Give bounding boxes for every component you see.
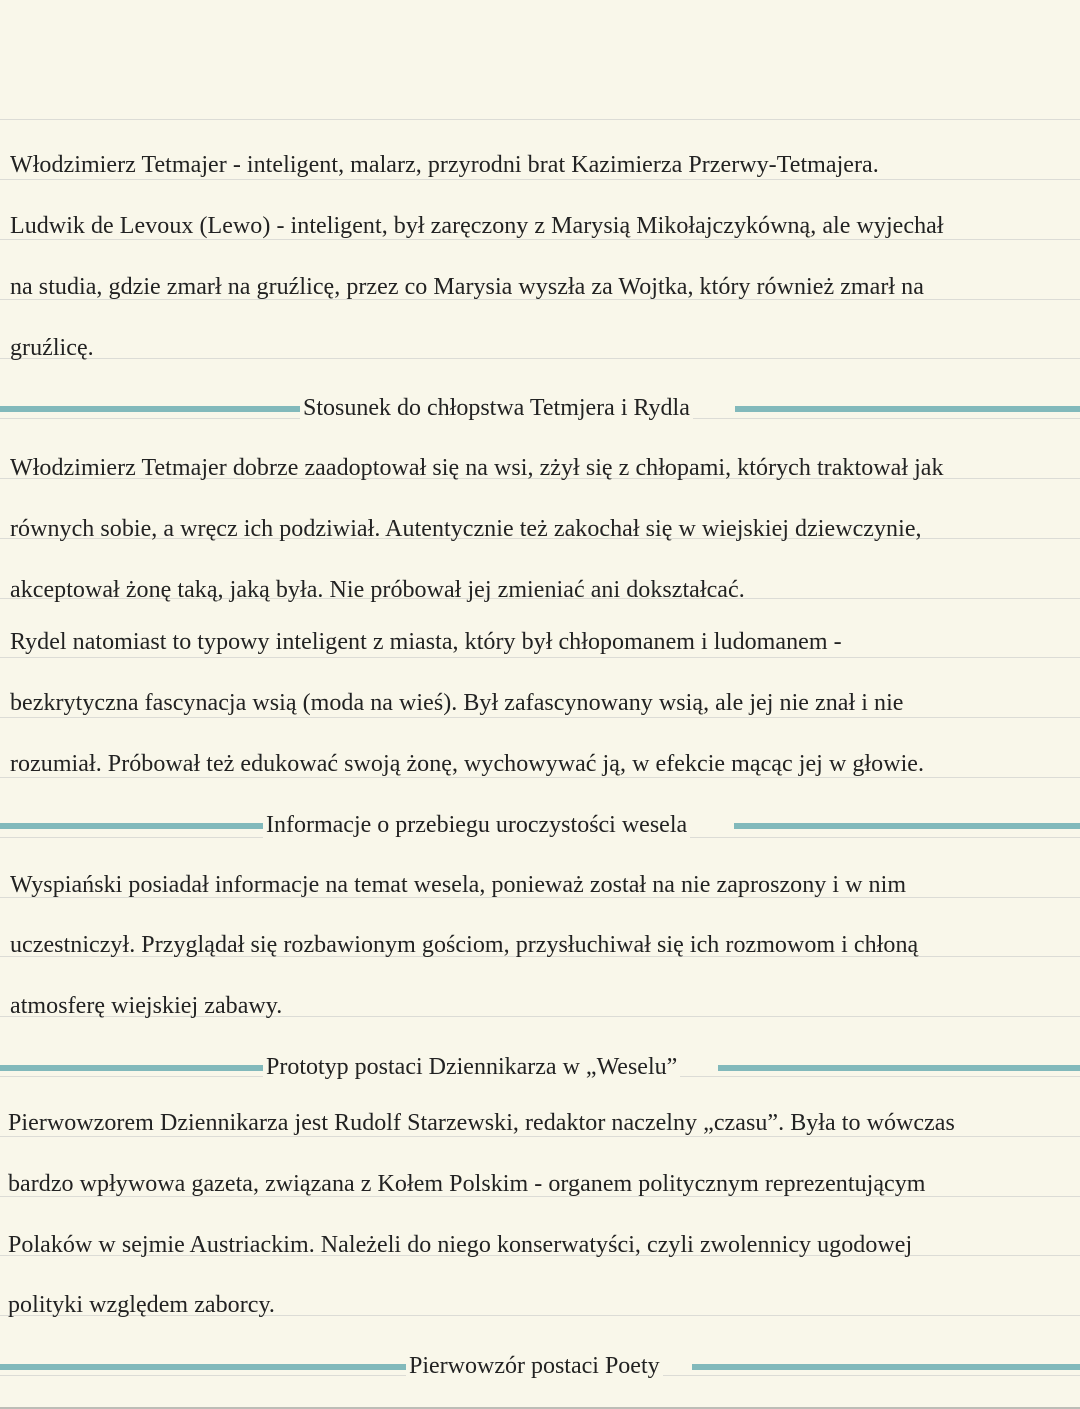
section-heading-text: Stosunek do chłopstwa Tetmjera i Rydla: [300, 393, 693, 423]
section-heading-attitude: [0, 393, 1080, 423]
section-heading-poet: [0, 1351, 1080, 1381]
paragraph-line: rozumiał. Próbował też edukować swoją żonę, wychowywać ją, w efekcie mącąc jej w głowie.: [10, 751, 925, 777]
heading-bar-right: [718, 1065, 1080, 1071]
paragraph-line: Włodzimierz Tetmajer dobrze zaadoptował się na wsi, zżył się z chłopami, których traktował jak: [10, 455, 944, 481]
heading-bar-right: [692, 1364, 1080, 1370]
section-heading-text: Informacje o przebiegu uroczystości wesela: [263, 810, 690, 840]
section-heading-wedding: [0, 810, 1080, 840]
heading-bar-left: [0, 1364, 410, 1370]
heading-bar-right: [734, 823, 1080, 829]
rule-line: [0, 657, 1080, 658]
section-heading-text: Pierwowzór postaci Poety: [406, 1351, 663, 1381]
paragraph-line: gruźlicę.: [10, 335, 94, 361]
paragraph-line: równych sobie, a wręcz ich podziwiał. Autentycznie też zakochał się w wiejskiej dziewczynie,: [10, 516, 922, 542]
rule-line: [0, 119, 1080, 120]
paragraph-line: Włodzimierz Tetmajer - inteligent, malarz, przyrodni brat Kazimierza Przerwy-Tetmajera.: [10, 152, 879, 178]
heading-bar-left: [0, 1065, 268, 1071]
paragraph-line: Ludwik de Levoux (Lewo) - inteligent, był zaręczony z Marysią Mikołajczykówną, ale wyjechał: [10, 213, 944, 239]
paragraph-line: polityki względem zaborcy.: [8, 1292, 275, 1318]
heading-bar-left: [0, 406, 303, 412]
paragraph-line: akceptował żonę taką, jaką była. Nie próbował jej zmieniać ani dokształcać.: [10, 577, 745, 603]
paragraph-line: Pierwowzorem Dziennikarza jest Rudolf Starzewski, redaktor naczelny „czasu”. Była to wówczas: [8, 1110, 955, 1136]
paragraph-line: bezkrytyczna fascynacja wsią (moda na wieś). Był zafascynowany wsią, ale jej nie znał i nie: [10, 690, 904, 716]
heading-bar-right: [735, 406, 1080, 412]
paragraph-line: bardzo wpływowa gazeta, związana z Kołem Polskim - organem politycznym reprezentującym: [8, 1171, 926, 1197]
heading-bar-left: [0, 823, 267, 829]
paragraph-line: uczestniczył. Przyglądał się rozbawionym gościom, przysłuchiwał się ich rozmowom i chłoną: [10, 932, 919, 958]
section-heading-journalist: [0, 1052, 1080, 1082]
paragraph-line: na studia, gdzie zmarł na gruźlicę, przez co Marysia wyszła za Wojtka, który również zmarł na: [10, 274, 924, 300]
paragraph-line: Polaków w sejmie Austriackim. Należeli do niego konserwatyści, czyli zwolennicy ugodowej: [8, 1232, 913, 1258]
paragraph-line: atmosferę wiejskiej zabawy.: [10, 993, 283, 1019]
section-heading-text: Prototyp postaci Dziennikarza w „Weselu”: [263, 1052, 680, 1082]
paragraph-line: Rydel natomiast to typowy inteligent z miasta, który był chłopomanem i ludomanem -: [10, 629, 842, 655]
paragraph-line: Wyspiański posiadał informacje na temat wesela, ponieważ został na nie zaproszony i w nim: [10, 872, 907, 898]
